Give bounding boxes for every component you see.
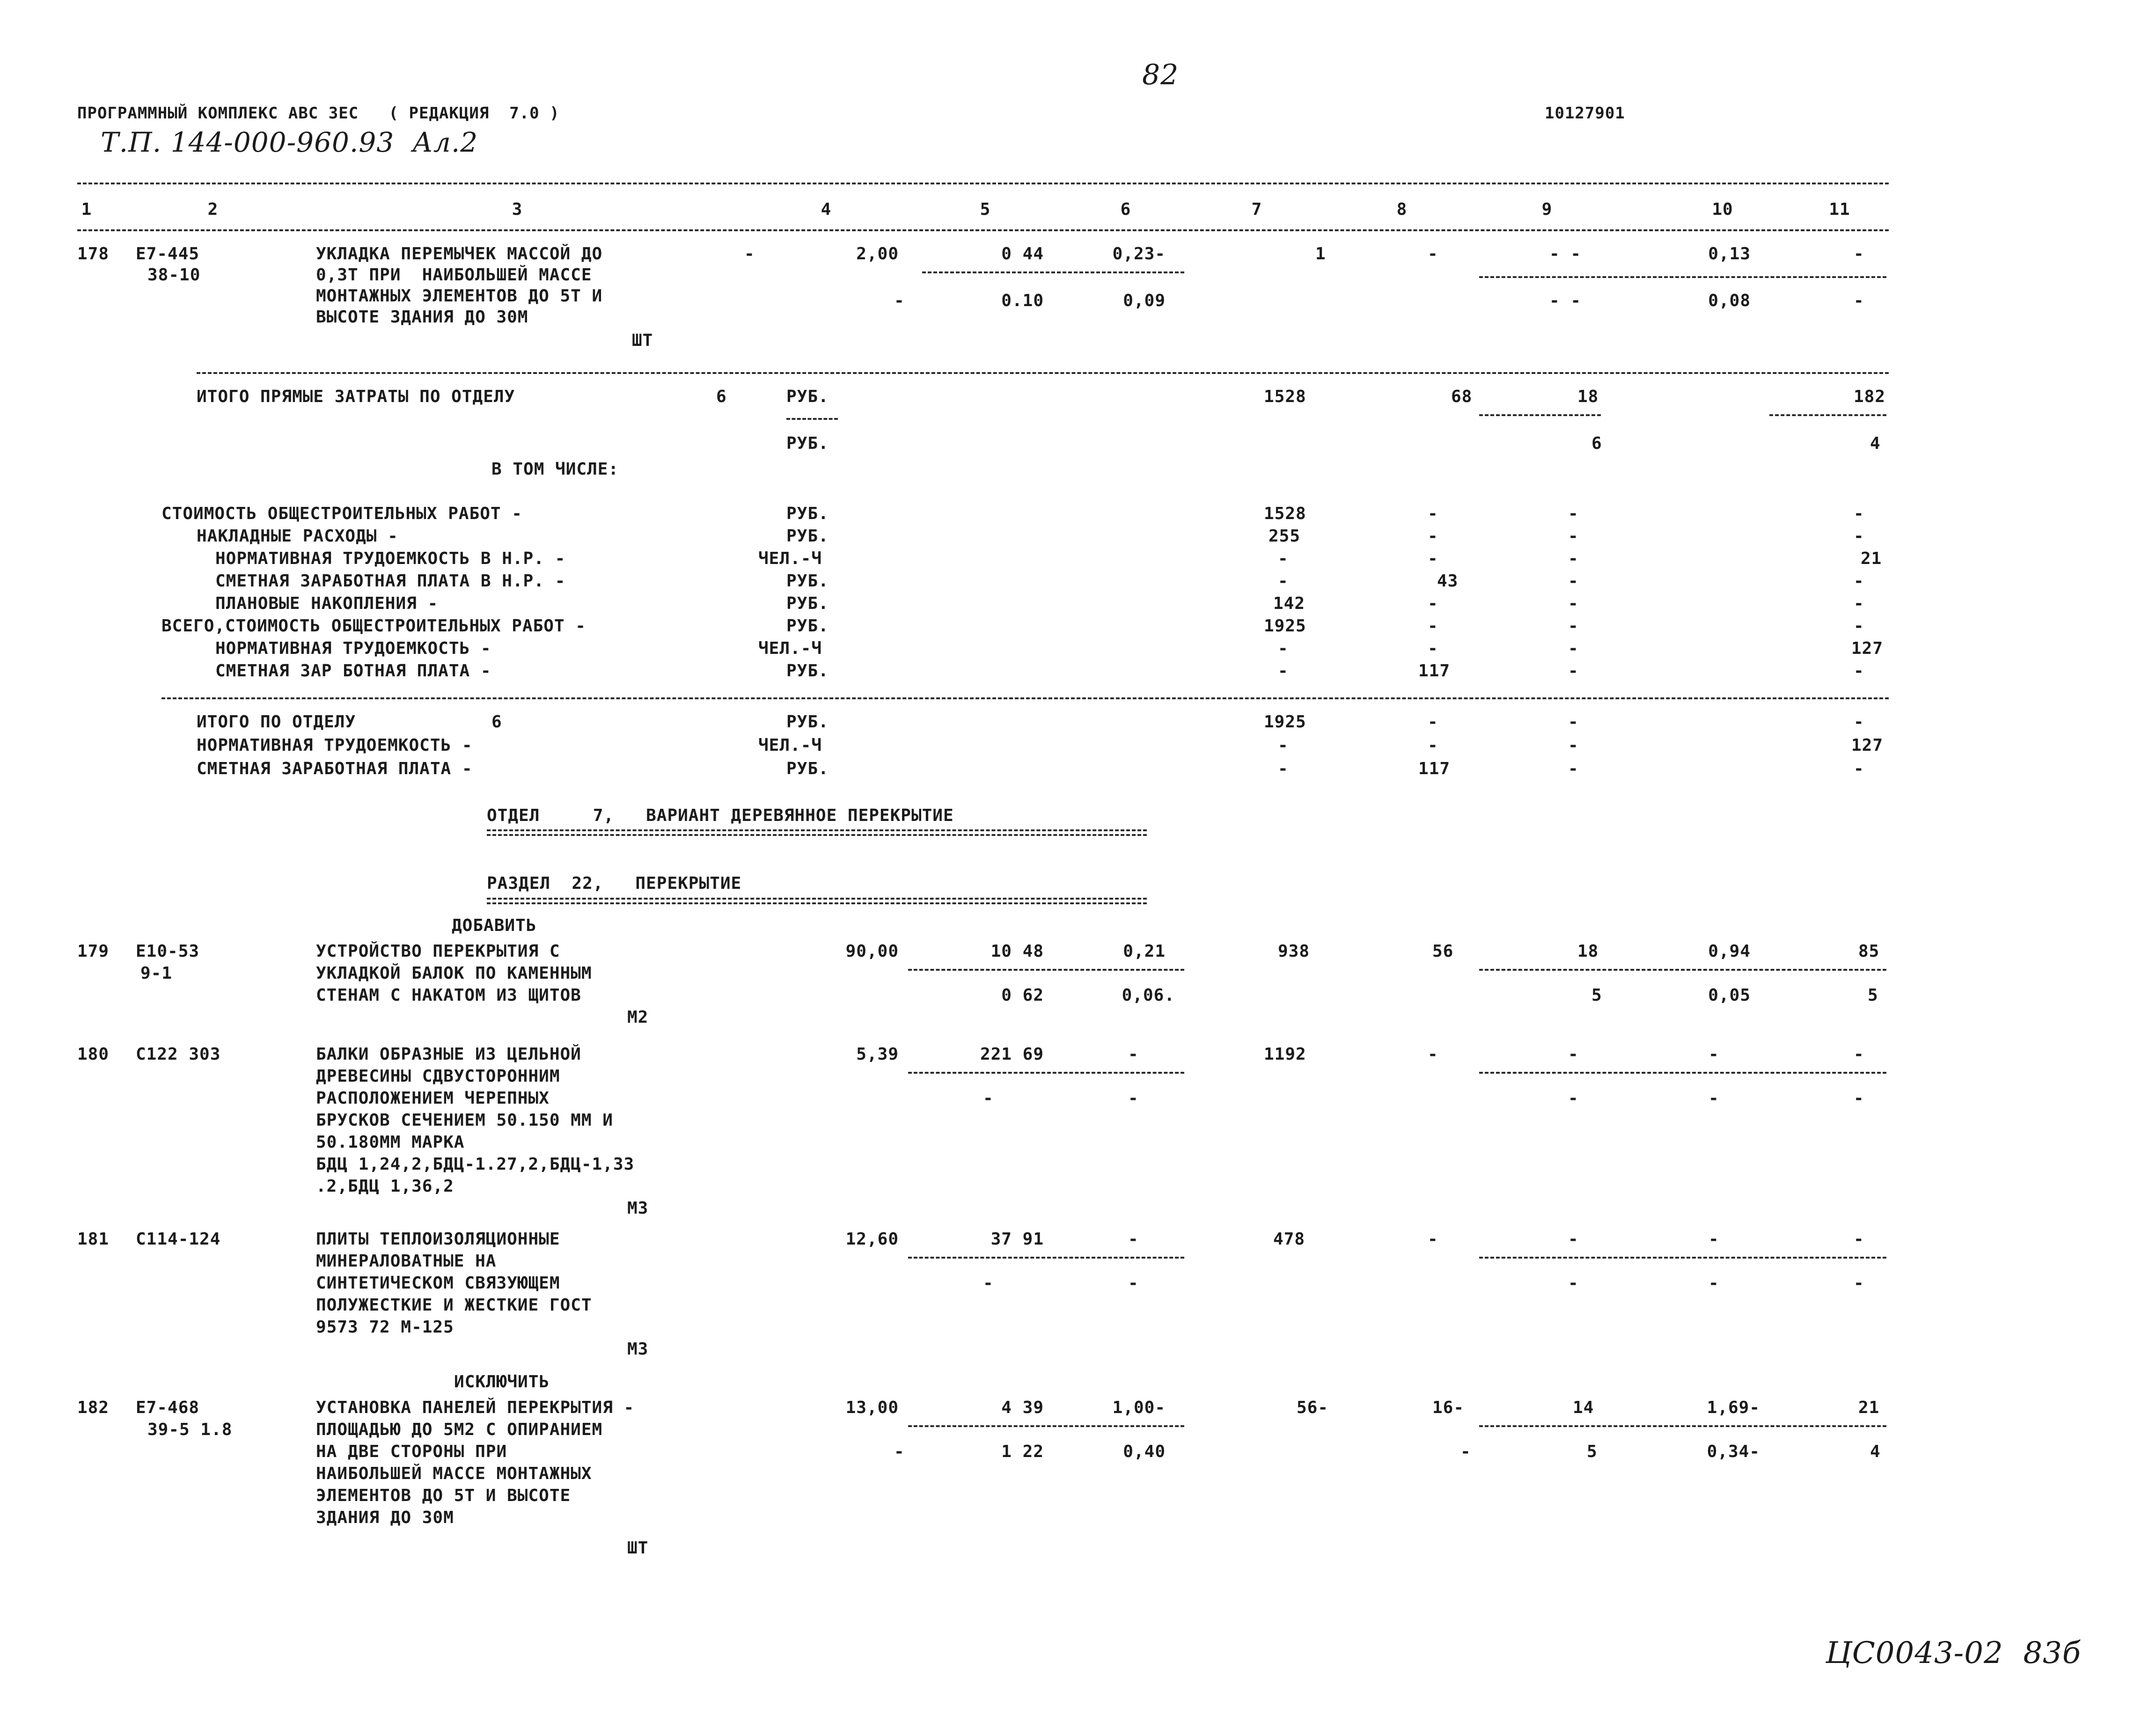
cell-5b: 0 62	[1001, 986, 1044, 1005]
cell-5: 10 48	[990, 942, 1044, 961]
row-desc-line: СТЕНАМ С НАКАТОМ ИЗ ЩИТОВ	[316, 986, 581, 1005]
row-desc-line: 50.180ММ МАРКА	[316, 1133, 465, 1152]
breakdown-c8: -	[1428, 639, 1438, 658]
row-desc-line: УКЛАДКА ПЕРЕМЫЧЕК МАССОЙ ДО	[316, 244, 603, 264]
cell-10b: 0,34-	[1707, 1442, 1760, 1461]
row-unit: М3	[627, 1199, 649, 1218]
cell-divider	[786, 418, 838, 420]
cell-10: 0,13	[1708, 244, 1751, 264]
breakdown-unit: ЧЕЛ.-Ч	[758, 549, 822, 568]
cell-11: -	[1854, 244, 1864, 264]
dept-total-c11: 127	[1851, 736, 1884, 755]
row-desc-line: МОНТАЖНЫХ ЭЛЕМЕНТОВ ДО 5Т И	[316, 286, 603, 306]
dept-total-c9: -	[1568, 736, 1579, 755]
total-dept: 6	[716, 387, 727, 406]
breakdown-c7: -	[1278, 661, 1289, 681]
cell-6: 0,21	[1123, 942, 1166, 961]
cell-5: 0 44	[1001, 244, 1044, 264]
row-number: 178	[77, 244, 110, 264]
dept-total-label: НОРМАТИВНАЯ ТРУДОЕМКОСТЬ -	[197, 736, 473, 755]
cell-7: 1192	[1264, 1045, 1306, 1064]
breakdown-c11: -	[1854, 594, 1864, 613]
breakdown-c9: -	[1568, 616, 1579, 636]
cell-4: 2,00	[856, 244, 899, 264]
col-header-7: 7	[1251, 200, 1262, 219]
dept-total-label: ИТОГО ПО ОТДЕЛУ	[197, 712, 356, 732]
cell-divider	[1479, 1425, 1886, 1427]
breakdown-c9: -	[1568, 571, 1579, 591]
cell-5: 4 39	[1001, 1398, 1044, 1417]
col-header-11: 11	[1829, 200, 1850, 219]
cell-7: 1	[1315, 244, 1326, 264]
cell-11b: 4	[1870, 1442, 1881, 1461]
dept-total-dept: 6	[491, 712, 502, 732]
breakdown-c8: 43	[1437, 571, 1459, 591]
cell-4: 12,60	[845, 1230, 899, 1249]
cell-6b: 0,40	[1123, 1442, 1166, 1461]
page-number: 82	[1142, 59, 1179, 91]
breakdown-c9: -	[1568, 549, 1579, 568]
cell-divider	[908, 1257, 1184, 1259]
col-header-8: 8	[1396, 200, 1408, 219]
dept-total-c9: -	[1568, 712, 1579, 732]
header-rule-top	[77, 183, 1889, 184]
col-header-6: 6	[1120, 200, 1131, 219]
footer-stamp: ЦС0043-02 83б	[1826, 1636, 2081, 1670]
cell-5: 221 69	[980, 1045, 1044, 1064]
cell-8: -	[1428, 1230, 1438, 1249]
cell-divider	[1479, 969, 1886, 971]
breakdown-c8: -	[1428, 616, 1438, 636]
row-desc-line: НАИБОЛЬШЕЙ МАССЕ МОНТАЖНЫХ	[316, 1464, 592, 1483]
cell-divider	[908, 969, 1184, 971]
total-c11: 182	[1854, 387, 1886, 406]
cell-9: 18	[1577, 942, 1599, 961]
cell-10b: 0,08	[1708, 291, 1751, 310]
row-desc-line: МИНЕРАЛОВАТНЫЕ НА	[316, 1252, 497, 1271]
cell-9b: -	[1568, 1089, 1579, 1108]
row-code: Е10-53	[136, 942, 200, 961]
row-code: С122 303	[136, 1045, 221, 1064]
cell-11: 21	[1858, 1398, 1880, 1417]
cell-9b: -	[1568, 1274, 1579, 1293]
breakdown-c7: -	[1278, 571, 1289, 591]
col-header-4: 4	[821, 200, 832, 219]
breakdown-c11: -	[1854, 504, 1864, 523]
cell-4: 13,00	[845, 1398, 899, 1417]
row-desc-line: РАСПОЛОЖЕНИЕМ ЧЕРЕПНЫХ	[316, 1089, 550, 1108]
dept-total-unit: ЧЕЛ.-Ч	[758, 736, 822, 755]
breakdown-c11: -	[1854, 571, 1864, 591]
cell-4b: -	[894, 1442, 905, 1461]
row-desc-line: НА ДВЕ СТОРОНЫ ПРИ	[316, 1442, 507, 1461]
breakdown-label: НАКЛАДНЫЕ РАСХОДЫ -	[197, 527, 398, 546]
cell-9: -	[1568, 1230, 1579, 1249]
row-desc-line: БРУСКОВ СЕЧЕНИЕМ 50.150 ММ И	[316, 1111, 613, 1130]
breakdown-c9: -	[1568, 527, 1579, 546]
dept-total-label: СМЕТНАЯ ЗАРАБОТНАЯ ПЛАТА -	[197, 759, 473, 778]
row-desc-line: ВЫСОТЕ ЗДАНИЯ ДО 30М	[316, 308, 528, 327]
cell-6: 0,23-	[1112, 244, 1166, 264]
row-desc-line: УСТАНОВКА ПАНЕЛЕЙ ПЕРЕКРЫТИЯ -	[316, 1398, 635, 1417]
total-unit-2: РУБ.	[786, 434, 829, 453]
cell-5b: -	[983, 1089, 994, 1108]
row-desc-line: ЗДАНИЯ ДО 30М	[316, 1508, 454, 1527]
cell-7: 56-	[1297, 1398, 1329, 1417]
section-rule	[197, 372, 1889, 374]
row-unit: ШТ	[632, 331, 653, 350]
breakdown-c8: -	[1428, 594, 1438, 613]
dept-total-c7: -	[1278, 759, 1289, 778]
cell-11b: 5	[1868, 986, 1878, 1005]
title-underline	[487, 898, 1147, 900]
cell-divider	[1479, 414, 1601, 416]
doc-code: 10127901	[1545, 104, 1625, 123]
total-c11b: 4	[1870, 434, 1881, 453]
breakdown-c7: -	[1278, 639, 1289, 658]
col-header-1: 1	[81, 200, 92, 219]
cell-divider	[1479, 276, 1886, 278]
row-desc-line: БДЦ 1,24,2,БДЦ-1.27,2,БДЦ-1,33	[316, 1155, 635, 1174]
row-desc-line: УКЛАДКОЙ БАЛОК ПО КАМЕННЫМ	[316, 964, 592, 983]
row-code-2: 9-1	[140, 964, 173, 983]
row-desc-line: СИНТЕТИЧЕСКОМ СВЯЗУЮЩЕМ	[316, 1274, 560, 1293]
cell-11: -	[1854, 1230, 1864, 1249]
row-desc-line: ДРЕВЕСИНЫ СДВУСТОРОННИМ	[316, 1067, 560, 1086]
cell-4: 90,00	[845, 942, 899, 961]
dept-total-c7: -	[1278, 736, 1289, 755]
cell-9: -	[1568, 1045, 1579, 1064]
row-desc-line: .2,БДЦ 1,36,2	[316, 1177, 454, 1196]
cell-10: -	[1709, 1230, 1719, 1249]
col-header-3: 3	[512, 200, 523, 219]
row-desc-line: БАЛКИ ОБРАЗНЫЕ ИЗ ЦЕЛЬНОЙ	[316, 1045, 581, 1064]
cell-9b: 5	[1587, 1442, 1598, 1461]
cell-6: -	[1128, 1045, 1139, 1064]
row-desc-line: ПЛИТЫ ТЕПЛОИЗОЛЯЦИОННЫЕ	[316, 1230, 560, 1249]
add-label: ДОБАВИТЬ	[452, 916, 537, 935]
row-code-2: 38-10	[147, 265, 201, 285]
section-22-title: РАЗДЕЛ 22, ПЕРЕКРЫТИЕ	[487, 874, 742, 893]
row-code: С114-124	[136, 1230, 221, 1249]
dept-total-unit: РУБ.	[786, 712, 829, 732]
cell-9: - -	[1549, 244, 1582, 264]
cell-6: -	[1128, 1230, 1139, 1249]
breakdown-c11: -	[1854, 527, 1864, 546]
project-code: Т.П. 144-000-960.93 Ал.2	[101, 126, 478, 158]
dept-total-unit: РУБ.	[786, 759, 829, 778]
section-rule	[161, 697, 1889, 699]
total-c7: 1528	[1264, 387, 1306, 406]
row-code: Е7-468	[136, 1398, 200, 1417]
row-number: 181	[77, 1230, 110, 1249]
cell-8: -	[1428, 1045, 1438, 1064]
cell-divider	[922, 271, 1184, 273]
cell-10: 1,69-	[1707, 1398, 1760, 1417]
cell-6b: -	[1128, 1089, 1139, 1108]
breakdown-unit: РУБ.	[786, 527, 829, 546]
cell-9b: 5	[1591, 986, 1602, 1005]
cell-8: 56	[1432, 942, 1454, 961]
breakdown-c9: -	[1568, 639, 1579, 658]
row-desc-line: УСТРОЙСТВО ПЕРЕКРЫТИЯ С	[316, 942, 560, 961]
row-desc-line: 9573 72 М-125	[316, 1318, 454, 1337]
row-number: 180	[77, 1045, 110, 1064]
cell-8b: -	[1460, 1442, 1471, 1461]
row-code: Е7-445	[136, 244, 200, 264]
dept-total-c11: -	[1854, 712, 1864, 732]
cell-divider	[1769, 414, 1886, 416]
breakdown-label: НОРМАТИВНАЯ ТРУДОЕМКОСТЬ В Н.Р. -	[215, 549, 566, 568]
breakdown-unit: РУБ.	[786, 594, 829, 613]
row-code-2: 39-5 1.8	[147, 1420, 233, 1439]
total-label: ИТОГО ПРЯМЫЕ ЗАТРАТЫ ПО ОТДЕЛУ	[197, 387, 515, 406]
cell-5b: 0.10	[1001, 291, 1044, 310]
cell-11b: -	[1854, 1089, 1864, 1108]
breakdown-c9: -	[1568, 504, 1579, 523]
cell-4b: -	[894, 291, 905, 310]
breakdown-label: СТОИМОСТЬ ОБЩЕСТРОИТЕЛЬНЫХ РАБОТ -	[161, 504, 522, 523]
breakdown-c8: -	[1428, 549, 1438, 568]
col-header-10: 10	[1712, 200, 1733, 219]
breakdown-unit: РУБ.	[786, 661, 829, 681]
cell-9b: - -	[1549, 291, 1582, 310]
total-c8: 68	[1451, 387, 1473, 406]
row-desc-line: ПЛОЩАДЬЮ ДО 5М2 С ОПИРАНИЕМ	[316, 1420, 603, 1439]
header-rule-bottom	[77, 229, 1889, 231]
dept-total-c8: -	[1428, 736, 1438, 755]
breakdown-c9: -	[1568, 594, 1579, 613]
exclude-label: ИСКЛЮЧИТЬ	[454, 1372, 550, 1392]
row-unit: М2	[627, 1008, 649, 1027]
cell-6: 1,00-	[1112, 1398, 1166, 1417]
program-title: ПРОГРАММНЫЙ КОМПЛЕКС АВС 3ЕС ( РЕДАКЦИЯ 7.0 )	[77, 104, 560, 123]
dept-total-c11: -	[1854, 759, 1864, 778]
breakdown-c8: 117	[1418, 661, 1451, 681]
row-number: 182	[77, 1398, 110, 1417]
breakdown-c11: 21	[1861, 549, 1882, 568]
breakdown-c9: -	[1568, 661, 1579, 681]
including-title: В ТОМ ЧИСЛЕ:	[491, 460, 619, 479]
cell-10: -	[1709, 1045, 1719, 1064]
cell-10b: -	[1709, 1089, 1719, 1108]
row-desc-line: ПОЛУЖЕСТКИЕ И ЖЕСТКИЕ ГОСТ	[316, 1296, 592, 1315]
cell-7: 478	[1273, 1230, 1305, 1249]
breakdown-label: СМЕТНАЯ ЗАРАБОТНАЯ ПЛАТА В Н.Р. -	[215, 571, 566, 591]
breakdown-unit: РУБ.	[786, 504, 829, 523]
cell-divider	[908, 1425, 1184, 1427]
cell-10b: 0,05	[1708, 986, 1751, 1005]
cell-divider	[908, 1072, 1184, 1074]
dept-total-c8: -	[1428, 712, 1438, 732]
cell-8: -	[1428, 244, 1438, 264]
cell-10b: -	[1709, 1274, 1719, 1293]
title-underline	[487, 829, 1147, 831]
cell-10: 0,94	[1708, 942, 1751, 961]
cell-8: 16-	[1432, 1398, 1465, 1417]
breakdown-c7: 142	[1273, 594, 1305, 613]
breakdown-label: ПЛАНОВЫЕ НАКОПЛЕНИЯ -	[215, 594, 439, 613]
breakdown-label: СМЕТНАЯ ЗАР БОТНАЯ ПЛАТА -	[215, 661, 491, 681]
breakdown-c11: -	[1854, 616, 1864, 636]
cell-5b: 1 22	[1001, 1442, 1044, 1461]
dept-total-c8: 117	[1418, 759, 1451, 778]
dept-total-c7: 1925	[1264, 712, 1306, 732]
col-header-5: 5	[980, 200, 991, 219]
total-c9: 18	[1577, 387, 1599, 406]
cell-divider	[1479, 1257, 1886, 1259]
cell-6b: 0,06.	[1122, 986, 1175, 1005]
breakdown-c7: -	[1278, 549, 1289, 568]
cell-4: 5,39	[856, 1045, 899, 1064]
total-unit: РУБ.	[786, 387, 829, 406]
breakdown-label: НОРМАТИВНАЯ ТРУДОЕМКОСТЬ -	[215, 639, 491, 658]
department-7-title: ОТДЕЛ 7, ВАРИАНТ ДЕРЕВЯННОЕ ПЕРЕКРЫТИЕ	[487, 806, 954, 825]
col-header-2: 2	[207, 200, 219, 219]
breakdown-c11: 127	[1851, 639, 1884, 658]
breakdown-c8: -	[1428, 504, 1438, 523]
breakdown-unit: РУБ.	[786, 616, 829, 636]
cell-6b: -	[1128, 1274, 1139, 1293]
cell-11: -	[1854, 1045, 1864, 1064]
breakdown-unit: ЧЕЛ.-Ч	[758, 639, 822, 658]
row-unit: М3	[627, 1340, 649, 1359]
total-c9b: 6	[1591, 434, 1602, 453]
row-desc-line: 0,3Т ПРИ НАИБОЛЬШЕЙ МАССЕ	[316, 265, 592, 285]
dept-total-c9: -	[1568, 759, 1579, 778]
cell-7: 938	[1278, 942, 1310, 961]
cell-5: 37 91	[990, 1230, 1044, 1249]
breakdown-c7: 1528	[1264, 504, 1306, 523]
cell-11: 85	[1858, 942, 1880, 961]
cell-9: 14	[1573, 1398, 1594, 1417]
breakdown-c11: -	[1854, 661, 1864, 681]
cell-5b: -	[983, 1274, 994, 1293]
breakdown-c7: 1925	[1264, 616, 1306, 636]
col-header-9: 9	[1541, 200, 1553, 219]
row-desc-line: ЭЛЕМЕНТОВ ДО 5Т И ВЫСОТЕ	[316, 1486, 571, 1505]
cell-6b: 0,09	[1123, 291, 1166, 310]
breakdown-unit: РУБ.	[786, 571, 829, 591]
cell-divider	[1479, 1072, 1886, 1074]
breakdown-c8: -	[1428, 527, 1438, 546]
row-number: 179	[77, 942, 110, 961]
cell-11b: -	[1854, 1274, 1864, 1293]
cell-11b: -	[1854, 291, 1864, 310]
breakdown-label: ВСЕГО,СТОИМОСТЬ ОБЩЕСТРОИТЕЛЬНЫХ РАБОТ -	[161, 616, 586, 636]
breakdown-c7: 255	[1269, 527, 1301, 546]
row-unit: ШТ	[627, 1538, 649, 1558]
cell-mark: -	[744, 244, 755, 264]
